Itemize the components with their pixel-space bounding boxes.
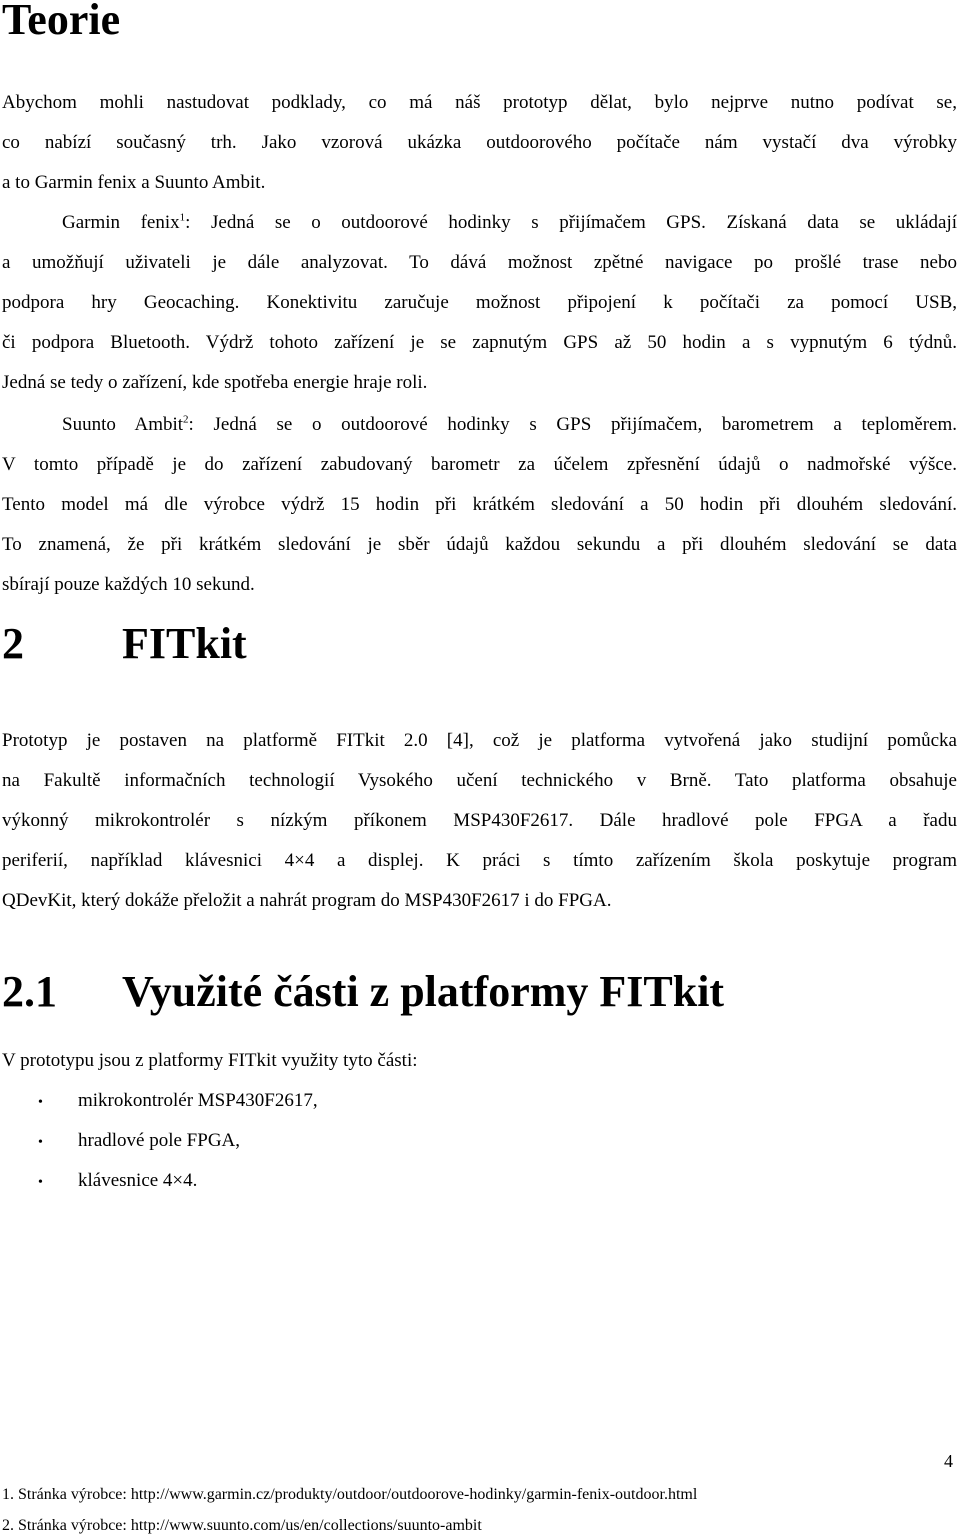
fitkit-line-4: periferií, například klávesnici 4×4 a displej. K práci s tímto zařízením škola poskytuje program (2, 850, 957, 871)
garmin-line-2: a umožňují uživateli je dále analyzovat. To dává možnost zpětné navigace po prošlé trase nebo (2, 252, 957, 273)
suunto-line-4: To znamená, že při krátkém sledování je sběr údajů každou sekundu a při dlouhém sledování se data (2, 534, 957, 555)
suunto-line-3: Tento model má dle výrobce výdrž 15 hodin při krátkém sledování a 50 hodin při dlouhém sledování. (2, 494, 957, 515)
intro-line-3: a to Garmin fenix a Suunto Ambit. (2, 172, 266, 193)
suunto-paragraph-line-1 (62, 414, 957, 436)
list-item: klávesnice 4×4. (78, 1170, 198, 1191)
bullet-icon: • (38, 1175, 43, 1190)
page-number: 4 (944, 1451, 953, 1471)
section-2-title: FITkit (122, 619, 247, 668)
fitkit-line-2: na Fakultě informačních technologií Vysokého učení technického v Brně. Tato platforma obsahuje (2, 770, 957, 791)
garmin-line-4: či podpora Bluetooth. Výdrž tohoto zařízení je se zapnutým GPS až 50 hodin a s vypnutým 6 týdnů. (2, 332, 957, 353)
fitkit-line-5: QDevKit, který dokáže přeložit a nahrát program do MSP430F2617 i do FPGA. (2, 890, 612, 911)
footnote-ref-1[interactable]: 1 (179, 211, 186, 224)
list-item: hradlové pole FPGA, (78, 1130, 241, 1151)
garmin-line-5: Jedná se tedy o zařízení, kde spotřeba energie hraje roli. (2, 372, 428, 393)
footnote-ref-2[interactable]: 2 (183, 413, 189, 426)
garmin-name: Garmin fenix (62, 212, 180, 233)
garmin-line-3: podpora hry Geocaching. Konektivitu zaručuje možnost připojení k počítači za pomocí USB, (2, 292, 957, 313)
list-item: mikrokontrolér MSP430F2617, (78, 1090, 318, 1111)
bullet-icon: • (38, 1095, 43, 1110)
garmin-line-1-text: : Jedná se o outdoorové hodinky s přijímačem GPS. Získaná data se ukládají (185, 212, 958, 233)
bullet-icon: • (38, 1135, 43, 1150)
section-2-1-number: 2.1 (2, 967, 57, 1016)
section-2-1-title: Využité části z platformy FITkit (122, 967, 725, 1016)
fitkit-line-1: Prototyp je postaven na platformě FITkit 2.0 [4], což je platforma vytvořená jako studijní pomůcka (2, 730, 957, 751)
suunto-line-2: V tomto případě je do zařízení zabudovaný barometr za účelem zpřesnění údajů o nadmořské výšce. (2, 454, 957, 475)
page-heading-teorie: Teorie (2, 0, 121, 44)
intro-line-2: co nabízí současný trh. Jako vzorová ukázka outdoorového počítače nám vystačí dva výrobky (2, 132, 957, 153)
garmin-paragraph-line-1 (62, 212, 957, 234)
suunto-line-1-text: : Jedná se o outdoorové hodinky s GPS přijímačem, barometrem a teploměrem. (188, 414, 957, 435)
suunto-line-5: sbírají pouze každých 10 sekund. (2, 574, 255, 595)
intro-line-1: Abychom mohli nastudovat podklady, co má náš prototyp dělat, bylo nejprve nutno podívat se, (2, 92, 957, 113)
fitkit-line-3: výkonný mikrokontrolér s nízkým příkonem MSP430F2617. Dále hradlové pole FPGA a řadu (2, 810, 957, 831)
parts-intro: V prototypu jsou z platformy FITkit využity tyto části: (2, 1050, 418, 1071)
suunto-name: Suunto Ambit (62, 414, 184, 435)
footnote-1: 1. Stránka výrobce: http://www.garmin.cz/produkty/outdoor/outdoorove-hodinky/garmin-fenix-outdoor.html (2, 1486, 698, 1503)
section-2-number: 2 (2, 619, 24, 668)
footnote-2: 2. Stránka výrobce: http://www.suunto.com/us/en/collections/suunto-ambit (2, 1517, 482, 1534)
